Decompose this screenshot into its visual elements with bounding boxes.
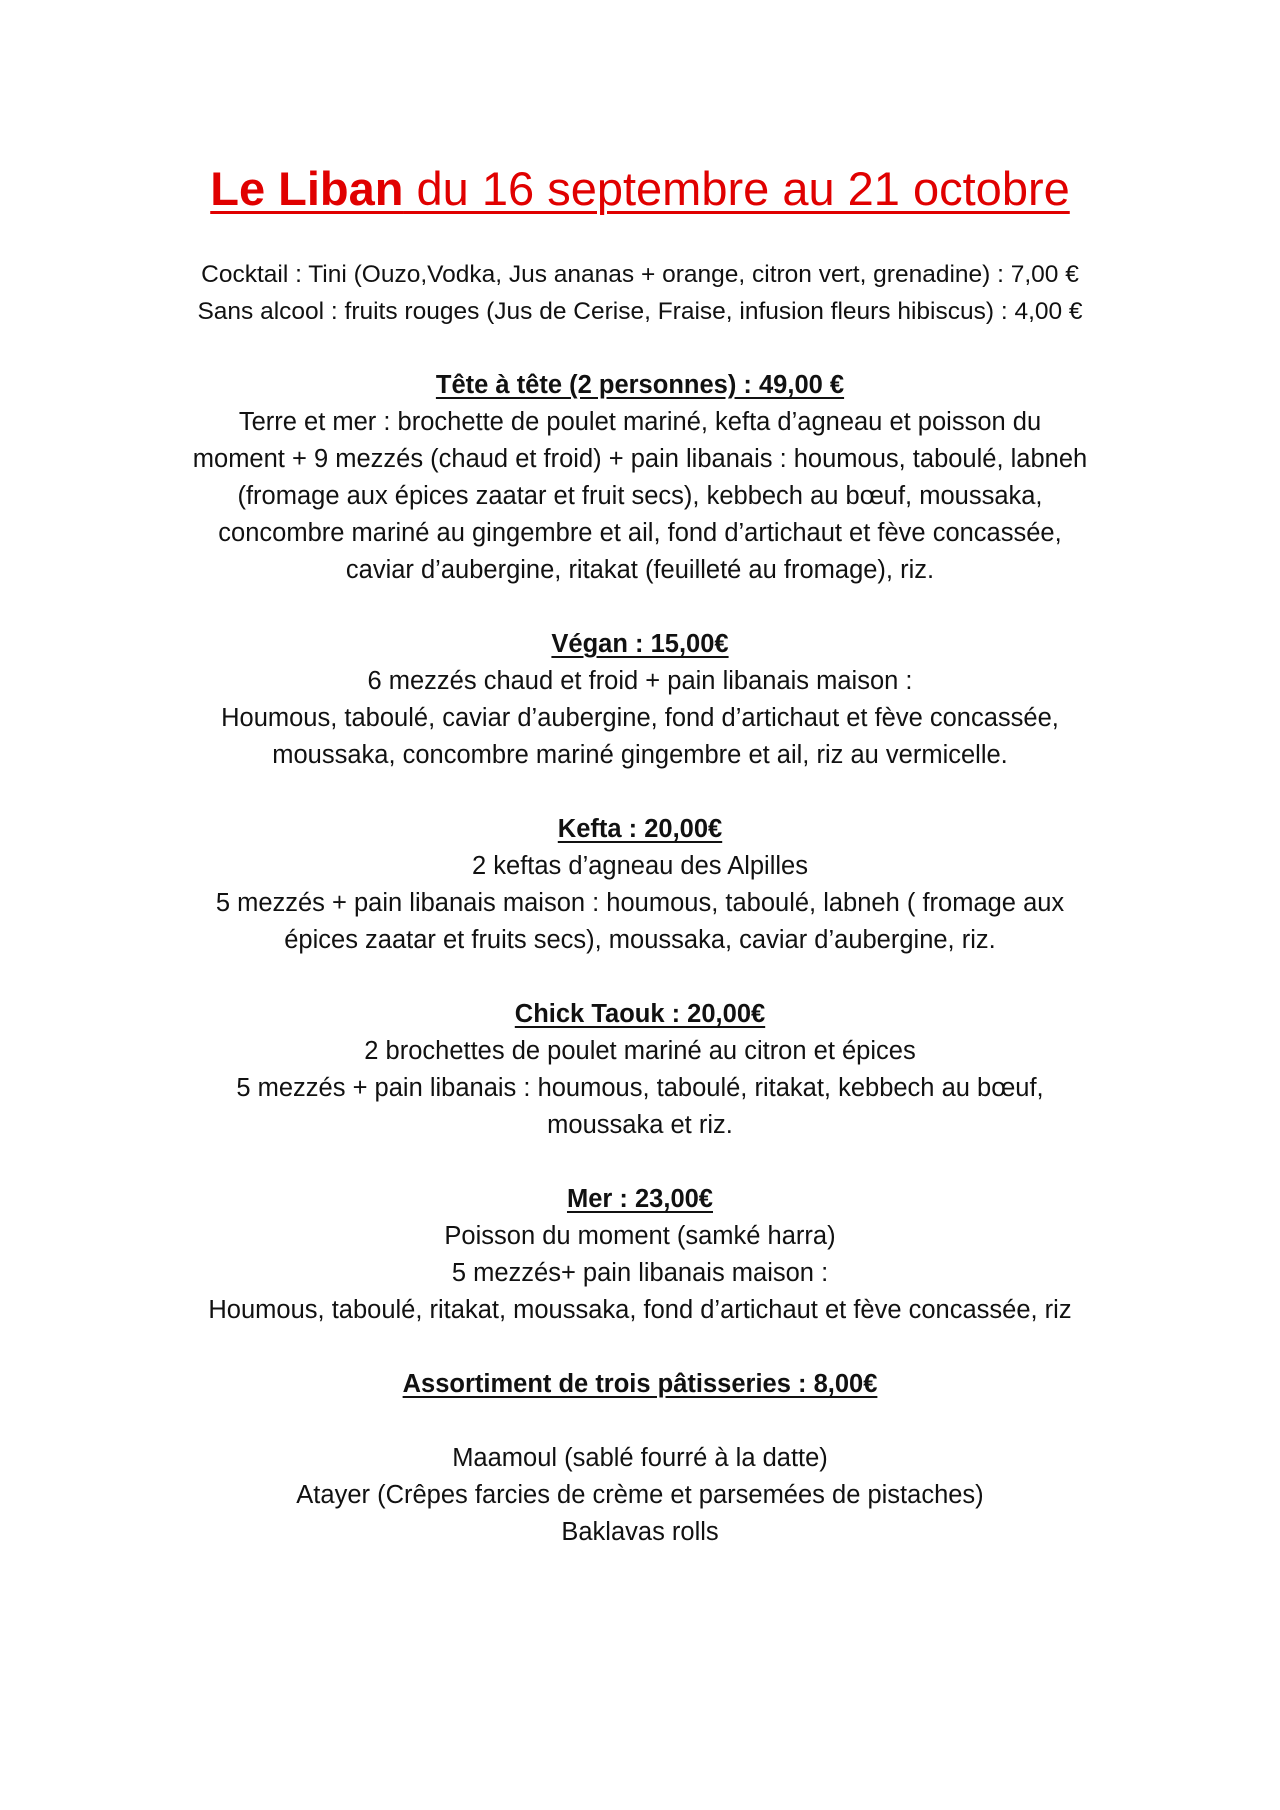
dessert-list (0, 1440, 1280, 1551)
section-line: 5 mezzés + pain libanais : houmous, taboulé, ritakat, kebbech au bœuf, (236, 1074, 1044, 1102)
section-title: Kefta : 20,00€ (557, 815, 723, 843)
menu-section-kefta (0, 811, 1280, 959)
section-line: Houmous, taboulé, caviar d’aubergine, fond d’artichaut et fève concassée, (221, 704, 1059, 732)
dessert-item: Atayer (Crêpes farcies de crème et parsemées de pistaches) (296, 1481, 984, 1509)
section-title: Chick Taouk : 20,00€ (514, 1000, 766, 1028)
menu-section-tete-a-tete (0, 367, 1280, 589)
page-title (0, 158, 1280, 220)
section-line: concombre mariné au gingembre et ail, fond d’artichaut et fève concassée, (218, 519, 1062, 547)
section-line: (fromage aux épices zaatar et fruit secs), kebbech au bœuf, moussaka, (237, 482, 1043, 510)
section-line: moussaka, concombre mariné gingembre et ail, riz au vermicelle. (272, 741, 1008, 769)
section-line: épices zaatar et fruits secs), moussaka, caviar d’aubergine, riz. (284, 926, 996, 954)
drink-cocktail: Cocktail : Tini (Ouzo,Vodka, Jus ananas + orange, citron vert, grenadine) : 7,00 € (201, 261, 1079, 288)
menu-section-chick-taouk (0, 996, 1280, 1144)
section-title: Mer : 23,00€ (566, 1185, 713, 1213)
section-line: 2 brochettes de poulet mariné au citron et épices (364, 1037, 916, 1065)
title-strong: Le Liban (210, 162, 404, 215)
section-line: caviar d’aubergine, ritakat (feuilleté au fromage), riz. (345, 556, 935, 584)
section-line: 5 mezzés + pain libanais maison : houmous, taboulé, labneh ( fromage aux (215, 889, 1065, 917)
section-line: 2 keftas d’agneau des Alpilles (472, 852, 808, 880)
section-title: Tête à tête (2 personnes) : 49,00 € (435, 371, 845, 399)
drink-sans-alcool: Sans alcool : fruits rouges (Jus de Cerise, Fraise, infusion fleurs hibiscus) : 4,00 € (197, 298, 1083, 325)
drinks-section (0, 256, 1280, 330)
section-title: Végan : 15,00€ (551, 630, 729, 658)
title-dates: du 16 septembre au 21 octobre (403, 162, 1070, 215)
menu-section-desserts (0, 1366, 1280, 1551)
menu-section-vegan (0, 626, 1280, 774)
menu-section-mer (0, 1181, 1280, 1329)
section-line: Terre et mer : brochette de poulet mariné, kefta d’agneau et poisson du (238, 408, 1042, 436)
section-title: Assortiment de trois pâtisseries : 8,00€ (402, 1370, 878, 1398)
section-line: moment + 9 mezzés (chaud et froid) + pain libanais : houmous, taboulé, labneh (192, 445, 1088, 473)
section-line: moussaka et riz. (547, 1111, 733, 1139)
section-line: 5 mezzés+ pain libanais maison : (451, 1259, 829, 1287)
section-line: Houmous, taboulé, ritakat, moussaka, fond d’artichaut et fève concassée, riz (208, 1296, 1072, 1324)
section-line: Poisson du moment (samké harra) (444, 1222, 836, 1250)
dessert-item: Maamoul (sablé fourré à la datte) (452, 1444, 828, 1472)
dessert-item: Baklavas rolls (561, 1518, 719, 1546)
section-line: 6 mezzés chaud et froid + pain libanais maison : (367, 667, 913, 695)
